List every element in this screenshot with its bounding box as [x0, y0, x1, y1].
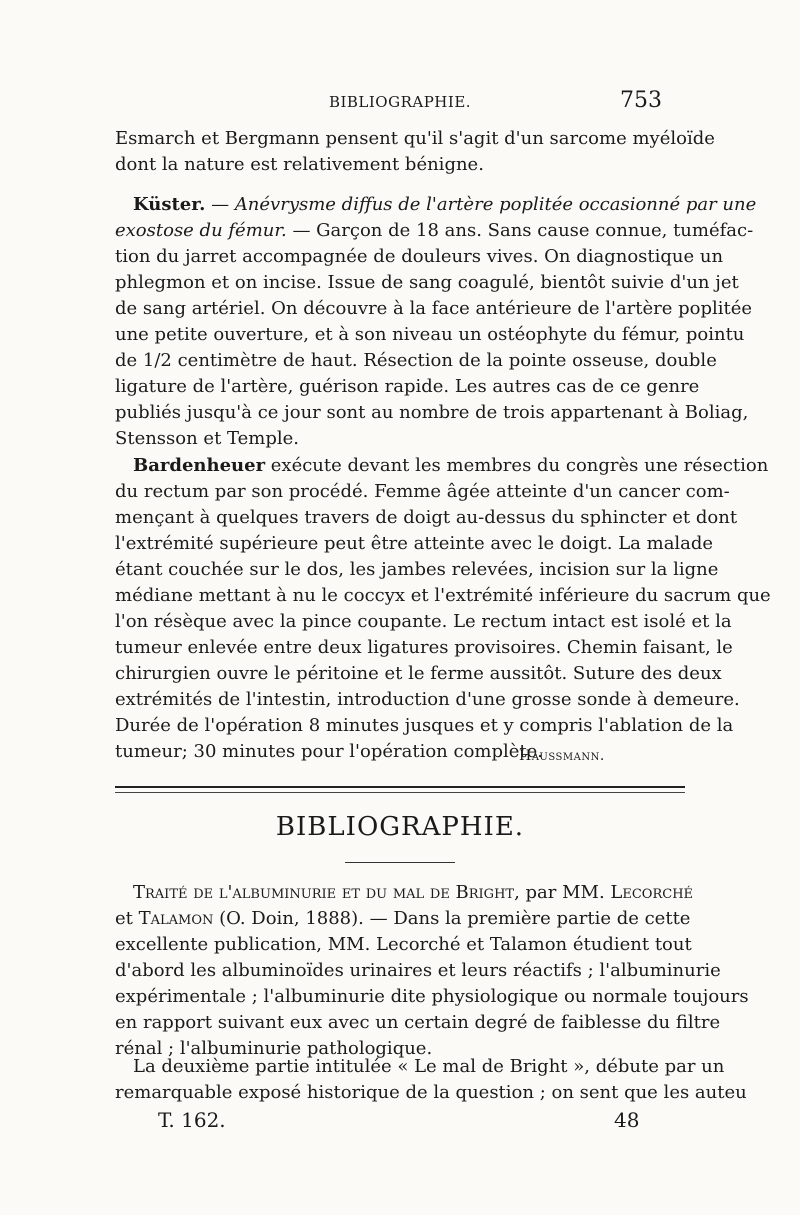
book-title: Traité de l'albuminurie et du mal de Bright — [133, 882, 515, 903]
paragraph-deuxieme — [115, 1054, 747, 1106]
page-number: 753 — [620, 88, 662, 113]
text-line: extrémités de l'intestin, introduction d'une grosse sonde à demeure. — [115, 689, 740, 710]
text-line: Durée de l'opération 8 minutes jusques et y compris l'ablation de la — [115, 715, 734, 736]
text-run: (O. Doin, 1888). — Dans la première partie de cette — [213, 908, 691, 929]
text-line: tion du jarret accompagnée de douleurs vives. On diagnostique un — [115, 246, 724, 267]
author-name: Bardenheuer — [133, 455, 266, 476]
text-line: Esmarch et Bergmann pensent qu'il s'agit d'un sarcome myéloïde — [115, 128, 715, 149]
text-run: exécute devant les membres du congrès une résection — [265, 455, 769, 476]
divider — [115, 792, 685, 793]
article-title: Anévrysme diffus de l'artère poplitée occasionné par une — [234, 194, 757, 215]
text-line: expérimentale ; l'albuminurie dite physiologique ou normale toujours — [115, 986, 749, 1007]
text-line: l'extrémité supérieure peut être atteinte avec le doigt. La malade — [115, 533, 714, 554]
paragraph-traite — [115, 880, 749, 1062]
running-head: BIBLIOGRAPHIE. — [328, 93, 472, 111]
text-line: du rectum par son procédé. Femme âgée atteinte d'un cancer com- — [115, 481, 730, 502]
text-line: tumeur; 30 minutes pour l'opération complète. — [115, 741, 544, 762]
text-line: mençant à quelques travers de doigt au-dessus du sphincter et dont — [115, 507, 738, 528]
text-line: excellente publication, MM. Lecorché et Talamon étudient tout — [115, 934, 692, 955]
text-run: et — [115, 908, 139, 929]
text-line: La deuxième partie intitulée « Le mal de Bright », débute par un — [133, 1056, 725, 1077]
text-line: publiés jusqu'à ce jour sont au nombre de trois appartenant à Boliag, — [115, 402, 749, 423]
sheet-signature: 48 — [614, 1108, 640, 1132]
paragraph-esmarch — [115, 126, 715, 178]
author-name: Lecorché — [610, 882, 694, 903]
paragraph-bardenheuer — [115, 453, 771, 765]
text-line: étant couchée sur le dos, les jambes relevées, incision sur la ligne — [115, 559, 719, 580]
text-line: dont la nature est relativement bénigne. — [115, 154, 484, 175]
text-run: , par MM. — [514, 882, 611, 903]
text-line: de sang artériel. On découvre à la face antérieure de l'artère poplitée — [115, 298, 753, 319]
text-line: phlegmon et on incise. Issue de sang coagulé, bientôt suivie d'un jet — [115, 272, 739, 293]
article-title-cont: exostose du fémur. — [115, 220, 287, 241]
text-line: d'abord les albuminoïdes urinaires et leurs réactifs ; l'albuminurie — [115, 960, 721, 981]
text-run: — Garçon de 18 ans. Sans cause connue, tuméfac- — [286, 220, 754, 241]
text-line: Stensson et Temple. — [115, 428, 300, 449]
text-line: en rapport suivant eux avec un certain degré de faiblesse du filtre — [115, 1012, 721, 1033]
section-title: BIBLIOGRAPHIE. — [275, 812, 525, 842]
text-line: médiane mettant à nu le coccyx et l'extrémité inférieure du sacrum que — [115, 585, 771, 606]
author-name: Talamon — [138, 908, 214, 929]
divider — [345, 862, 455, 863]
text-line: rénal ; l'albuminurie pathologique. — [115, 1038, 433, 1059]
text-line: tumeur enlevée entre deux ligatures provisoires. Chemin faisant, le — [115, 637, 733, 658]
text-line: l'on résèque avec la pince coupante. Le rectum intact est isolé et la — [115, 611, 732, 632]
text-line: une petite ouverture, et à son niveau un ostéophyte du fémur, pointu — [115, 324, 745, 345]
signature: Haussmann. — [519, 748, 605, 764]
paragraph-kuster: Küster. — Anévrysme diffus de l'artère poplitée occasionné par une exostose du fémur. — Garçon de 18 ans. Sans cause connue, tuméfac- tion du jarret accompagnée de douleurs vives. On diagnostique un phlegmon et on incise. Issue de sang coagulé, bientôt suivie d'un jet de sang artériel. On découvre à la face antérieure de l'artère poplitée une petite ouverture, et à son niveau un ostéophyte du fémur, pointu de 1/2 centimètre de haut. Résection de la pointe osseuse, double ligature de l'artère, guérison rapide. Les autres cas de ce genre publiés jusqu'à ce jour sont au nombre de trois appartenant à Boliag, Stensson et Temple. — [115, 192, 685, 452]
text-line: de 1/2 centimètre de haut. Résection de la pointe osseuse, double — [115, 350, 717, 371]
text-line: remarquable exposé historique de la question ; on sent que les auteu — [115, 1082, 747, 1103]
text-line: chirurgien ouvre le péritoine et le ferme aussitôt. Suture des deux — [115, 663, 722, 684]
text-line: ligature de l'artère, guérison rapide. Les autres cas de ce genre — [115, 376, 700, 397]
divider — [115, 786, 685, 788]
author-name: Küster. — [133, 194, 206, 215]
volume-mark: T. 162. — [158, 1108, 226, 1132]
